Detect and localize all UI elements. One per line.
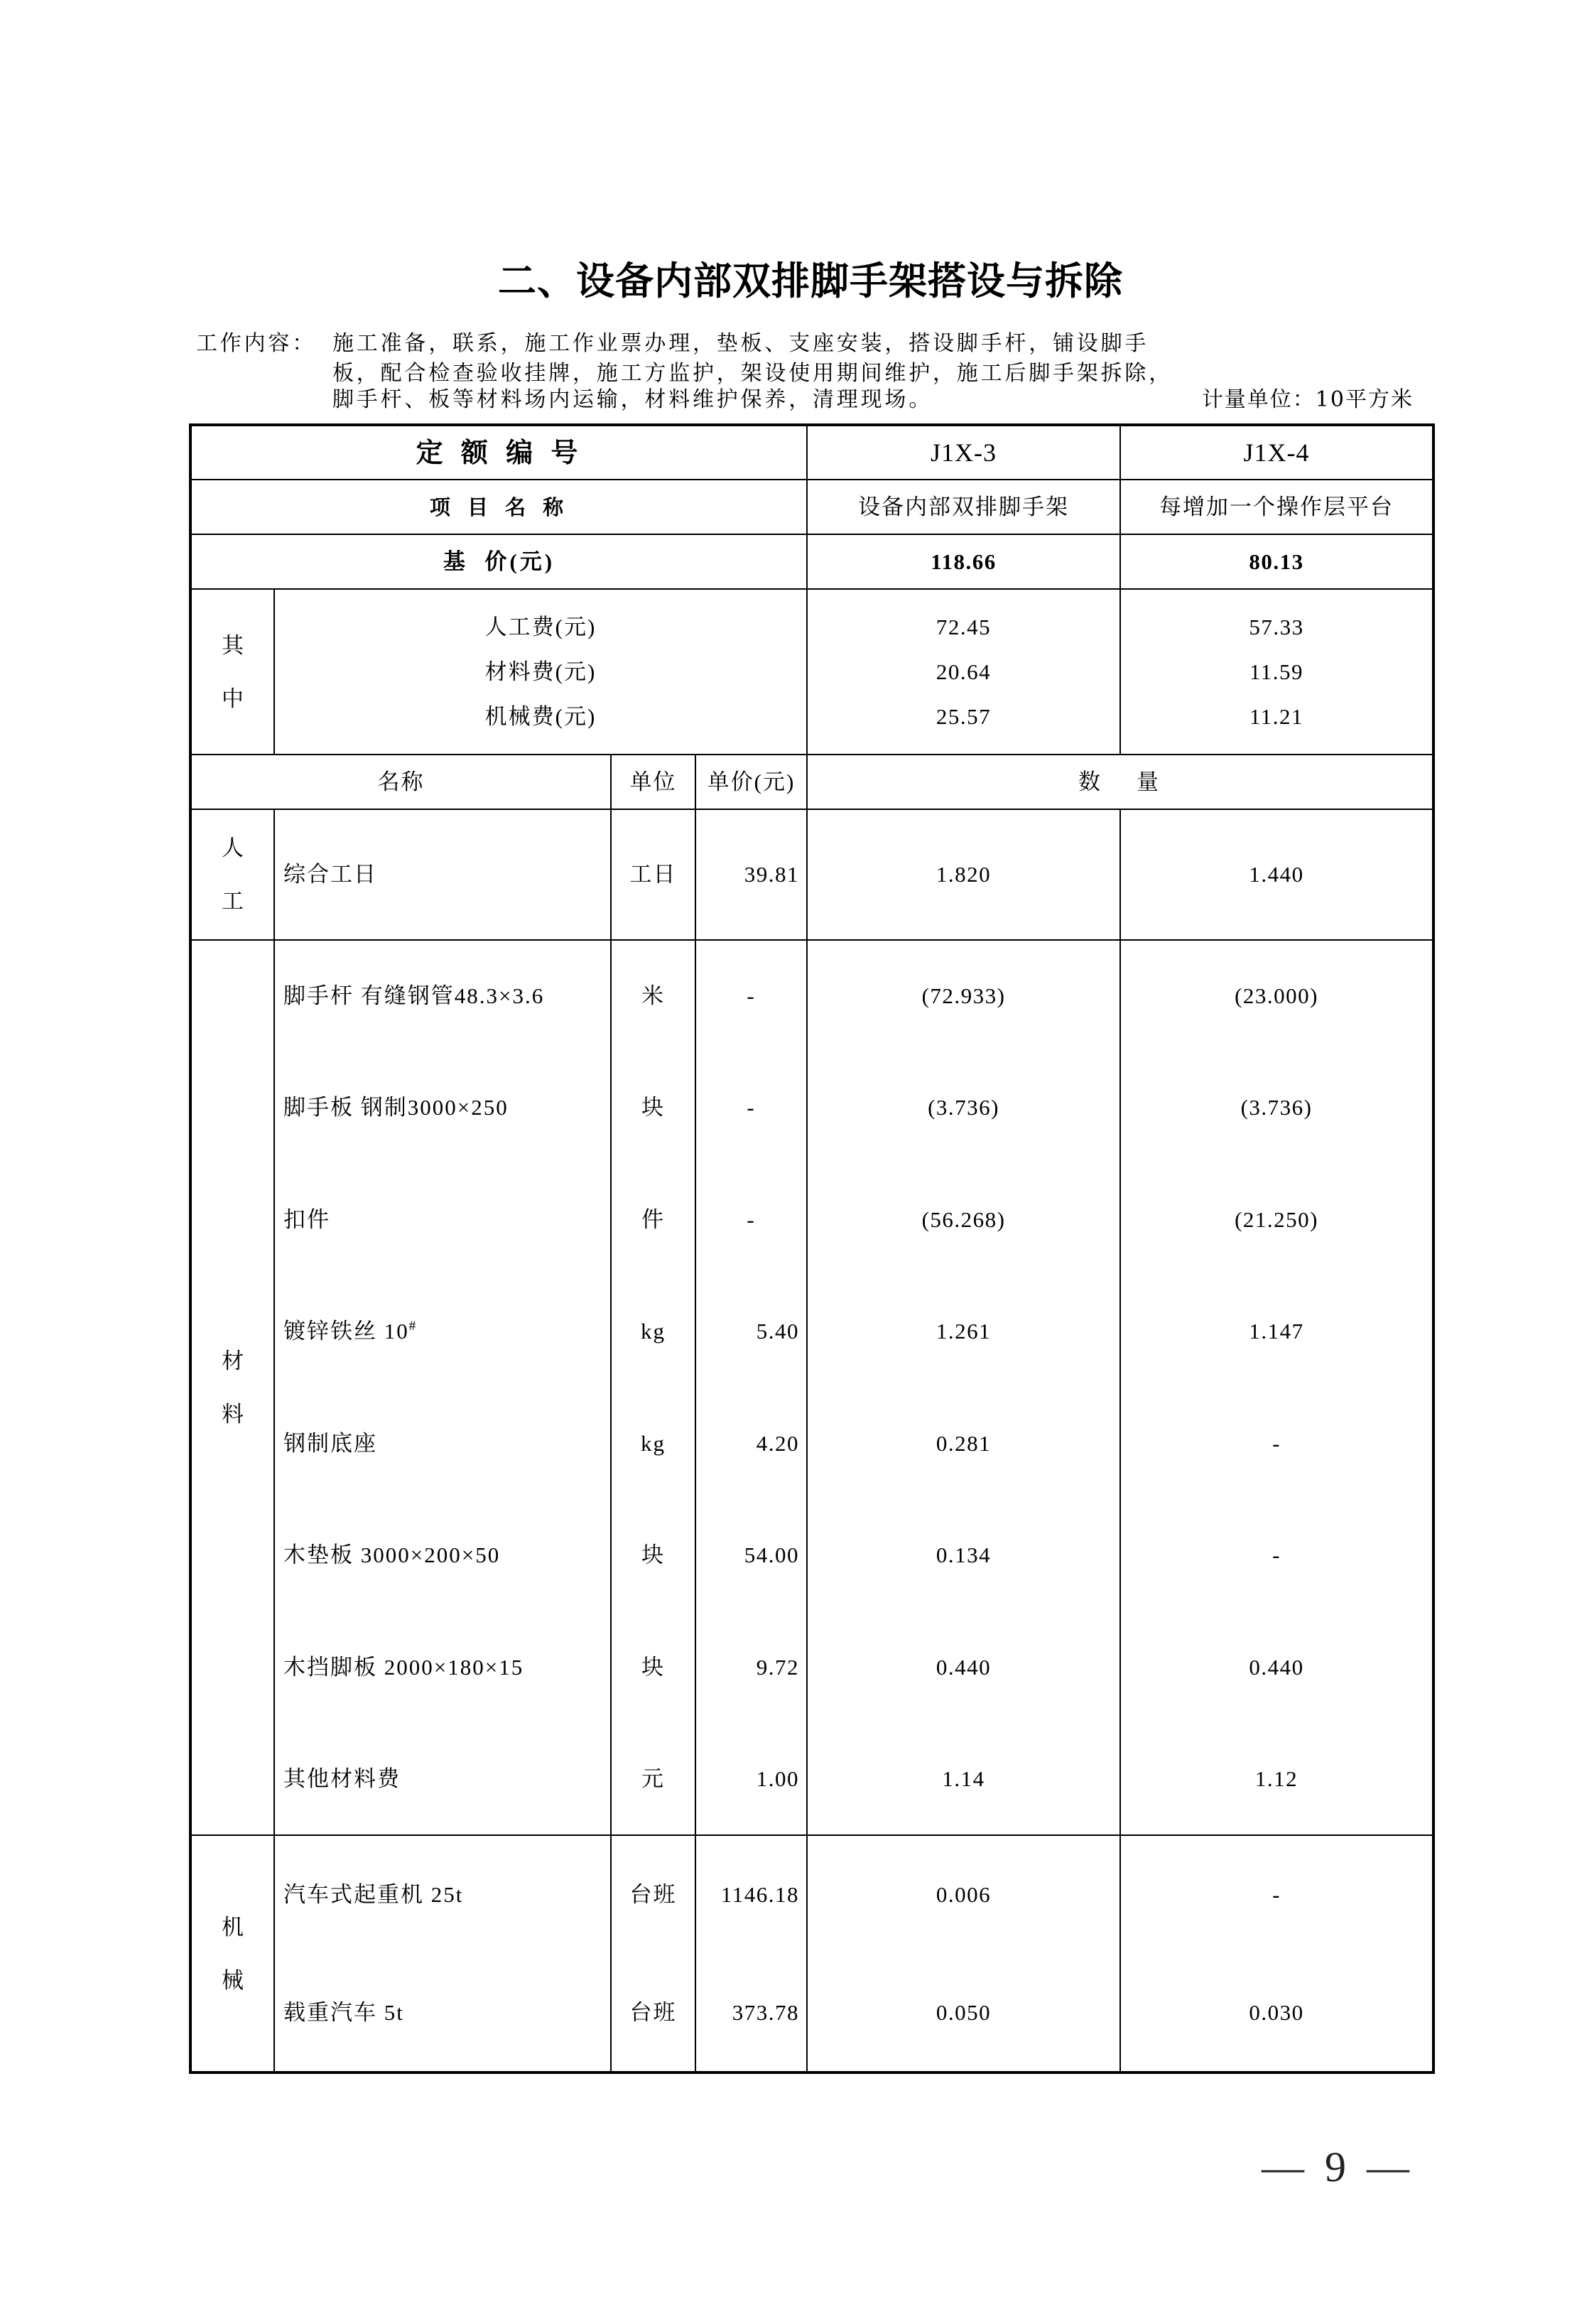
col-header-name: 名称 (190, 755, 611, 809)
material-unit: kg (611, 1388, 695, 1500)
material-quantity-j1x-4: - (1120, 1388, 1433, 1500)
labor-name: 综合工日 (274, 809, 611, 940)
work-content-line: 脚手杆、板等材料场内运输，材料维护保养，清理现场。 (332, 387, 933, 412)
labor-row (190, 809, 1433, 940)
labor-quantity-j1x-4: 1.440 (1120, 809, 1433, 940)
machinery-cost-value: 11.21 (1249, 704, 1304, 729)
base-price-row (190, 534, 1433, 589)
material-name: 木挡脚板 2000×180×15 (274, 1611, 611, 1724)
breakdown-row (190, 589, 1433, 755)
quota-table (189, 423, 1435, 2074)
work-content-line: 板，配合检查验收挂牌，施工方监护，架设使用期间维护，施工后脚手架拆除， (332, 361, 1173, 386)
material-quantity-j1x-3: 0.281 (807, 1388, 1120, 1500)
material-name: 扣件 (274, 1164, 611, 1276)
page-number: — 9 — (1262, 2144, 1409, 2190)
material-unit-price: - (695, 1052, 807, 1164)
category-label-char: 机 (222, 1914, 244, 1940)
material-quantity-j1x-4: 1.12 (1120, 1724, 1433, 1836)
machinery-quantity-j1x-4: 0.030 (1120, 1954, 1433, 2072)
material-unit: 块 (611, 1500, 695, 1612)
material-unit: 件 (611, 1164, 695, 1276)
page-title: 二、设备内部双排脚手架搭设与拆除 (498, 258, 1123, 303)
base-price-j1x-3: 118.66 (807, 534, 1120, 589)
machinery-name: 载重汽车 5t (274, 1954, 611, 2072)
material-quantity-j1x-4: 1.147 (1120, 1276, 1433, 1388)
col-header-quantity: 数 量 (807, 755, 1433, 809)
material-name (274, 1276, 611, 1388)
material-cost-value: 11.59 (1249, 659, 1304, 684)
labor-unit-price: 39.81 (695, 809, 807, 940)
material-unit-price: 54.00 (695, 1500, 807, 1612)
category-label-char: 人 (222, 836, 244, 860)
machinery-category-label (190, 1835, 274, 2072)
machinery-unit: 台班 (611, 1835, 695, 1954)
material-unit-price: 1.00 (695, 1724, 807, 1836)
material-unit-price: - (695, 940, 807, 1052)
base-price-j1x-4: 80.13 (1120, 534, 1433, 589)
unit-of-measure: 计量单位：10平方米 (1201, 387, 1414, 412)
material-row (190, 1388, 1433, 1500)
machinery-quantity-j1x-4: - (1120, 1835, 1433, 1954)
material-quantity-j1x-4: (23.000) (1120, 940, 1433, 1052)
category-label-char: 其 (222, 632, 244, 658)
category-label-char: 料 (222, 1402, 244, 1427)
machinery-quantity-j1x-3: 0.050 (807, 1954, 1120, 2072)
labor-quantity-j1x-3: 1.820 (807, 809, 1120, 940)
machinery-unit-price: 1146.18 (695, 1835, 807, 1954)
category-label-char: 工 (222, 889, 244, 914)
machinery-cost-label: 机械费(元) (484, 704, 597, 729)
material-row (190, 1724, 1433, 1836)
item-name-row (190, 480, 1433, 534)
materials-category-label (190, 940, 274, 1835)
material-quantity-j1x-4: (3.736) (1120, 1052, 1433, 1164)
column-header-row (190, 755, 1433, 809)
material-quantity-j1x-4: (21.250) (1120, 1164, 1433, 1276)
material-name: 其他材料费 (274, 1724, 611, 1836)
quota-no-row (190, 425, 1433, 480)
col-header-unit-price: 单价(元) (695, 755, 807, 809)
material-cost-value: 20.64 (936, 659, 992, 684)
category-label-char: 材 (222, 1349, 244, 1373)
machinery-name: 汽车式起重机 25t (274, 1835, 611, 1954)
category-label-char: 中 (222, 686, 244, 711)
labor-unit: 工日 (611, 809, 695, 940)
material-row (190, 1611, 1433, 1724)
material-cost-label: 材料费(元) (484, 659, 597, 684)
quota-no-label: 定 额 编 号 (190, 425, 807, 480)
material-name: 木垫板 3000×200×50 (274, 1500, 611, 1612)
quota-no-j1x-4: J1X-4 (1120, 425, 1433, 480)
material-quantity-j1x-4: 0.440 (1120, 1611, 1433, 1724)
material-quantity-j1x-3: 0.440 (807, 1611, 1120, 1724)
item-name-j1x-3: 设备内部双排脚手架 (807, 480, 1120, 534)
material-unit: 块 (611, 1052, 695, 1164)
machinery-row (190, 1954, 1433, 2072)
material-unit: 米 (611, 940, 695, 1052)
material-name-text: 镀锌铁丝 10 (283, 1319, 409, 1344)
material-quantity-j1x-3: 1.14 (807, 1724, 1120, 1836)
item-name-j1x-4: 每增加一个操作层平台 (1120, 480, 1433, 534)
base-price-label: 基 价(元) (190, 534, 807, 589)
category-label-char: 械 (222, 1967, 244, 1993)
material-quantity-j1x-3: (72.933) (807, 940, 1120, 1052)
breakdown-labels (274, 589, 807, 755)
material-unit-price: - (695, 1164, 807, 1276)
material-name: 脚手杆 有缝钢管48.3×3.6 (274, 940, 611, 1052)
quota-no-j1x-3: J1X-3 (807, 425, 1120, 480)
material-unit-price: 9.72 (695, 1611, 807, 1724)
material-quantity-j1x-3: 0.134 (807, 1500, 1120, 1612)
machinery-unit-price: 373.78 (695, 1954, 807, 2072)
machinery-cost-value: 25.57 (936, 704, 992, 729)
material-unit-price: 4.20 (695, 1388, 807, 1500)
material-row (190, 1500, 1433, 1612)
labor-cost-value: 72.45 (936, 615, 992, 639)
material-quantity-j1x-3: 1.261 (807, 1276, 1120, 1388)
breakdown-category-label (190, 589, 274, 755)
machinery-row (190, 1835, 1433, 1954)
material-row (190, 1276, 1433, 1388)
item-name-label: 项 目 名 称 (190, 480, 807, 534)
material-unit: 元 (611, 1724, 695, 1836)
material-row (190, 940, 1433, 1052)
labor-cost-value: 57.33 (1249, 615, 1304, 639)
material-quantity-j1x-4: - (1120, 1500, 1433, 1612)
machinery-unit: 台班 (611, 1954, 695, 2072)
breakdown-values-j1x-4 (1120, 589, 1433, 755)
work-content-label: 工作内容： (196, 331, 316, 356)
material-quantity-j1x-3: (3.736) (807, 1052, 1120, 1164)
material-name-superscript: # (408, 1319, 418, 1334)
material-row (190, 1052, 1433, 1164)
material-unit: 块 (611, 1611, 695, 1724)
material-quantity-j1x-3: (56.268) (807, 1164, 1120, 1276)
material-name: 脚手板 钢制3000×250 (274, 1052, 611, 1164)
breakdown-values-j1x-3 (807, 589, 1120, 755)
material-row (190, 1164, 1433, 1276)
col-header-unit: 单位 (611, 755, 695, 809)
material-unit: kg (611, 1276, 695, 1388)
labor-category-label (190, 809, 274, 940)
material-unit-price: 5.40 (695, 1276, 807, 1388)
labor-cost-label: 人工费(元) (484, 615, 597, 639)
work-content-line: 施工准备，联系，施工作业票办理，垫板、支座安装，搭设脚手杆，铺设脚手 (332, 331, 1149, 356)
material-name: 钢制底座 (274, 1388, 611, 1500)
machinery-quantity-j1x-3: 0.006 (807, 1835, 1120, 1954)
